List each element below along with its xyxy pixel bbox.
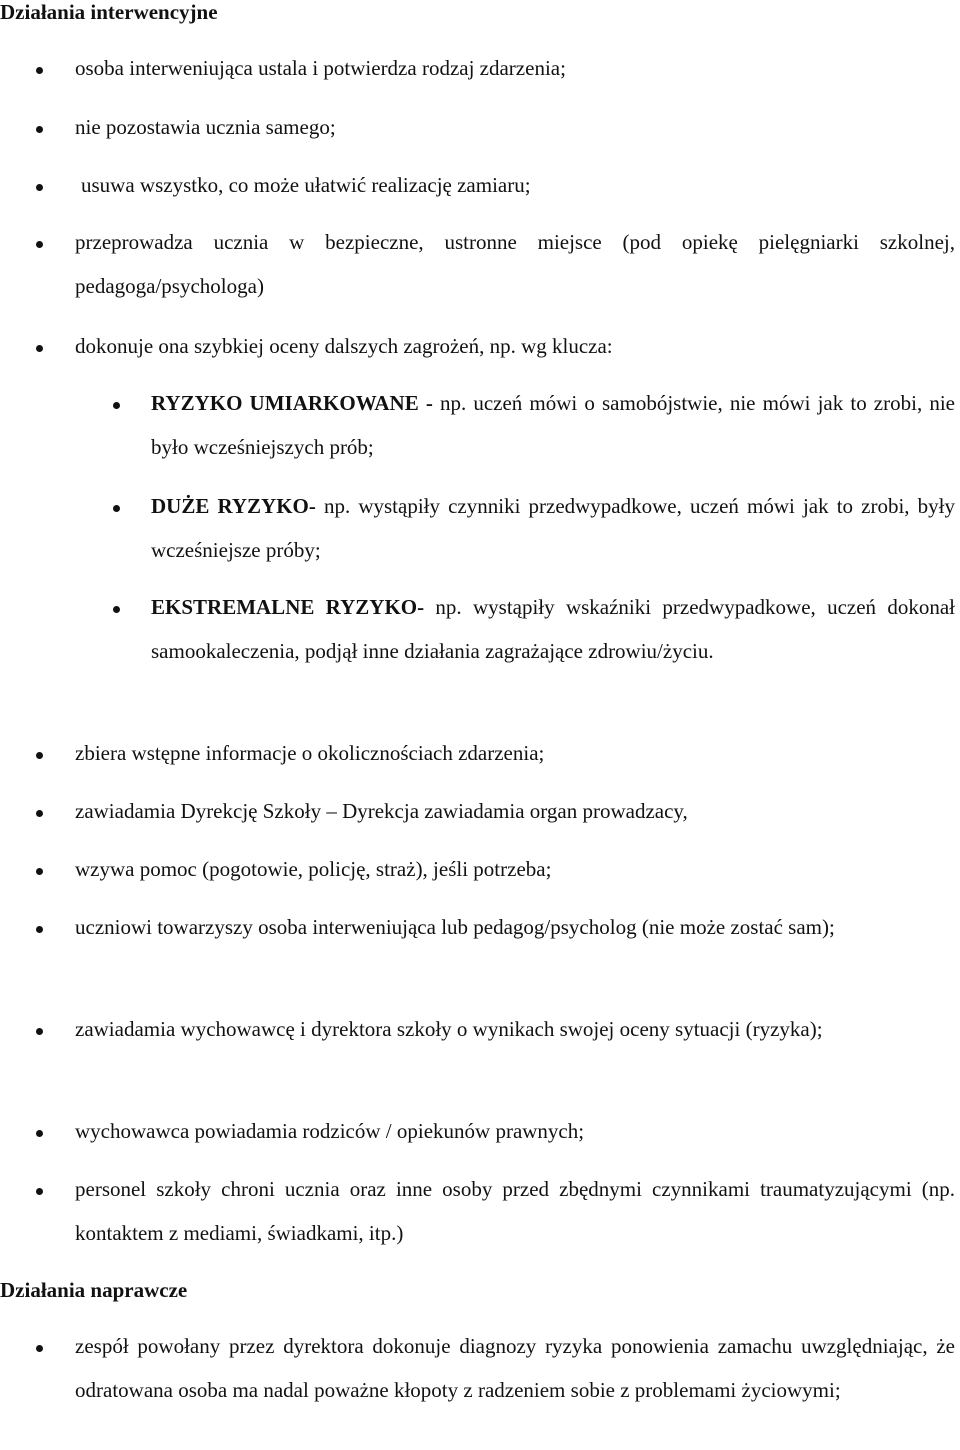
- list-item-text: zbiera wstępne informacje o okolicznościach zdarzenia;: [75, 741, 545, 765]
- bullet-icon: [36, 241, 43, 248]
- bullet-icon: [36, 752, 43, 759]
- bullet-icon: [36, 810, 43, 817]
- risk-item-text: [151, 485, 955, 572]
- list-item-text: dokonuje ona szybkiej oceny dalszych zagrożeń, np. wg klucza:: [75, 334, 613, 358]
- bullet-icon: [36, 1188, 43, 1195]
- bullet-icon: [36, 868, 43, 875]
- risk-label: RYZYKO UMIARKOWANE -: [151, 391, 433, 415]
- bullet-icon: [36, 1130, 43, 1137]
- bullet-icon: [36, 126, 43, 133]
- bullet-icon: [36, 926, 43, 933]
- list-item-text: nie pozostawia ucznia samego;: [75, 115, 336, 139]
- list-item-text: personel szkoły chroni ucznia oraz inne osoby przed zbędnymi czynnikami traumatyzującymi (np. kontaktem z mediami, świadkami, itp.): [75, 1177, 955, 1245]
- bullet-icon: [36, 184, 43, 191]
- list-item-text: uczniowi towarzyszy osoba interweniująca lub pedagog/psycholog (nie może zostać sam);: [75, 915, 835, 939]
- risk-description: np. wystąpiły wskaźniki przedwypadkowe, uczeń dokonał samookaleczenia, podjął inne działania zagrażające zdrowiu/życiu.: [151, 595, 955, 663]
- bullet-icon: [113, 505, 120, 512]
- list-item-text: zawiadamia Dyrekcję Szkoły – Dyrekcja zawiadamia organ prowadzacy,: [75, 799, 688, 823]
- bullet-icon: [36, 345, 43, 352]
- risk-description: np. uczeń mówi o samobójstwie, nie mówi jak to zrobi, nie było wcześniejszych prób;: [151, 391, 955, 459]
- risk-label: DUŻE RYZYKO-: [151, 494, 316, 518]
- bullet-icon: [36, 1028, 43, 1035]
- heading-intervention: Działania interwencyjne: [0, 0, 218, 24]
- risk-label: EKSTREMALNE RYZYKO-: [151, 595, 425, 619]
- heading-repair: Działania naprawcze: [0, 1278, 188, 1302]
- bullet-icon: [113, 402, 120, 409]
- bullet-icon: [36, 67, 43, 74]
- list-item-text: osoba interweniująca ustala i potwierdza rodzaj zdarzenia;: [75, 56, 566, 80]
- list-item-text: przeprowadza ucznia w bezpieczne, ustronne miejsce (pod opiekę pielęgniarki szkolnej, pedagoga/psychologa): [75, 230, 955, 298]
- list-item-text: usuwa wszystko, co może ułatwić realizację zamiaru;: [81, 173, 531, 197]
- risk-item-text: [151, 382, 955, 469]
- risk-description: np. wystąpiły czynniki przedwypadkowe, uczeń mówi jak to zrobi, były wcześniejsze próby;: [151, 494, 955, 562]
- bullet-icon: [113, 606, 120, 613]
- list-item-text: zespół powołany przez dyrektora dokonuje diagnozy ryzyka ponowienia zamachu uwzględniając, że odratowana osoba ma nadal poważne kłopoty z radzeniem sobie z problemami życiowymi;: [75, 1334, 955, 1402]
- list-item-text: wzywa pomoc (pogotowie, policję, straż), jeśli potrzeba;: [75, 857, 552, 881]
- bullet-icon: [36, 1345, 43, 1352]
- risk-item-text: [151, 586, 955, 673]
- list-item-text: zawiadamia wychowawcę i dyrektora szkoły o wynikach swojej oceny sytuacji (ryzyka);: [75, 1017, 823, 1041]
- list-item-text: wychowawca powiadamia rodziców / opiekunów prawnych;: [75, 1119, 585, 1143]
